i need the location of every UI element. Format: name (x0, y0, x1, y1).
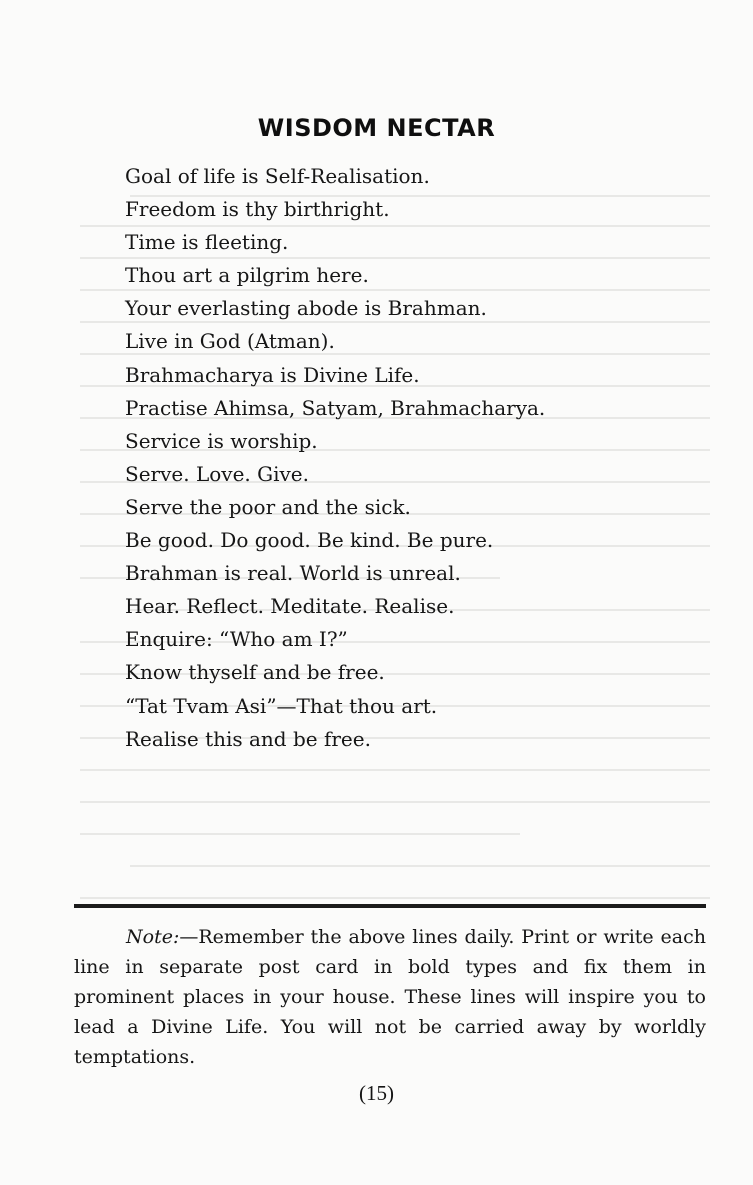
footnote-lead: Note: (126, 926, 180, 948)
maxim-line: Enquire: “Who am I?” (125, 627, 348, 652)
maxim-line: Brahmacharya is Divine Life. (125, 362, 420, 387)
maxim-line: Brahman is real. World is unreal. (125, 561, 461, 586)
maxim-line: Practise Ahimsa, Satyam, Brahmacharya. (125, 395, 546, 420)
maxims-list (125, 160, 545, 756)
maxim-line: Service is worship. (125, 428, 318, 453)
footnote (74, 922, 706, 1072)
maxim-line: Time is fleeting. (125, 230, 289, 255)
maxim-line: Be good. Do good. Be kind. Be pure. (125, 528, 494, 553)
maxim-line: Serve. Love. Give. (125, 461, 309, 486)
maxim-line: Realise this and be free. (125, 726, 371, 751)
maxim-line: Thou art a pilgrim here. (125, 263, 369, 288)
maxim-line: “Tat Tvam Asi”—That thou art. (125, 693, 438, 718)
page-number: (15) (359, 1081, 394, 1105)
footnote-divider (74, 904, 706, 908)
page-title: WISDOM NECTAR (257, 114, 496, 142)
maxim-line: Freedom is thy birthright. (125, 197, 390, 222)
maxim-line: Live in God (Atman). (125, 329, 335, 354)
maxim-line: Your everlasting abode is Brahman. (125, 296, 487, 321)
maxim-line: Goal of life is Self-Realisation. (125, 164, 430, 188)
footnote-text: —Remember the above lines daily. Print or write each line in separate post card in bold types and fix them in prominent places in your house. These lines will inspire you to lead a Divine Life. You will not be carried away by worldly temptations. (74, 926, 706, 1068)
maxim-line: Know thyself and be free. (125, 660, 385, 685)
maxim-line: Hear. Reflect. Meditate. Realise. (125, 594, 455, 619)
maxim-line: Serve the poor and the sick. (125, 494, 411, 519)
